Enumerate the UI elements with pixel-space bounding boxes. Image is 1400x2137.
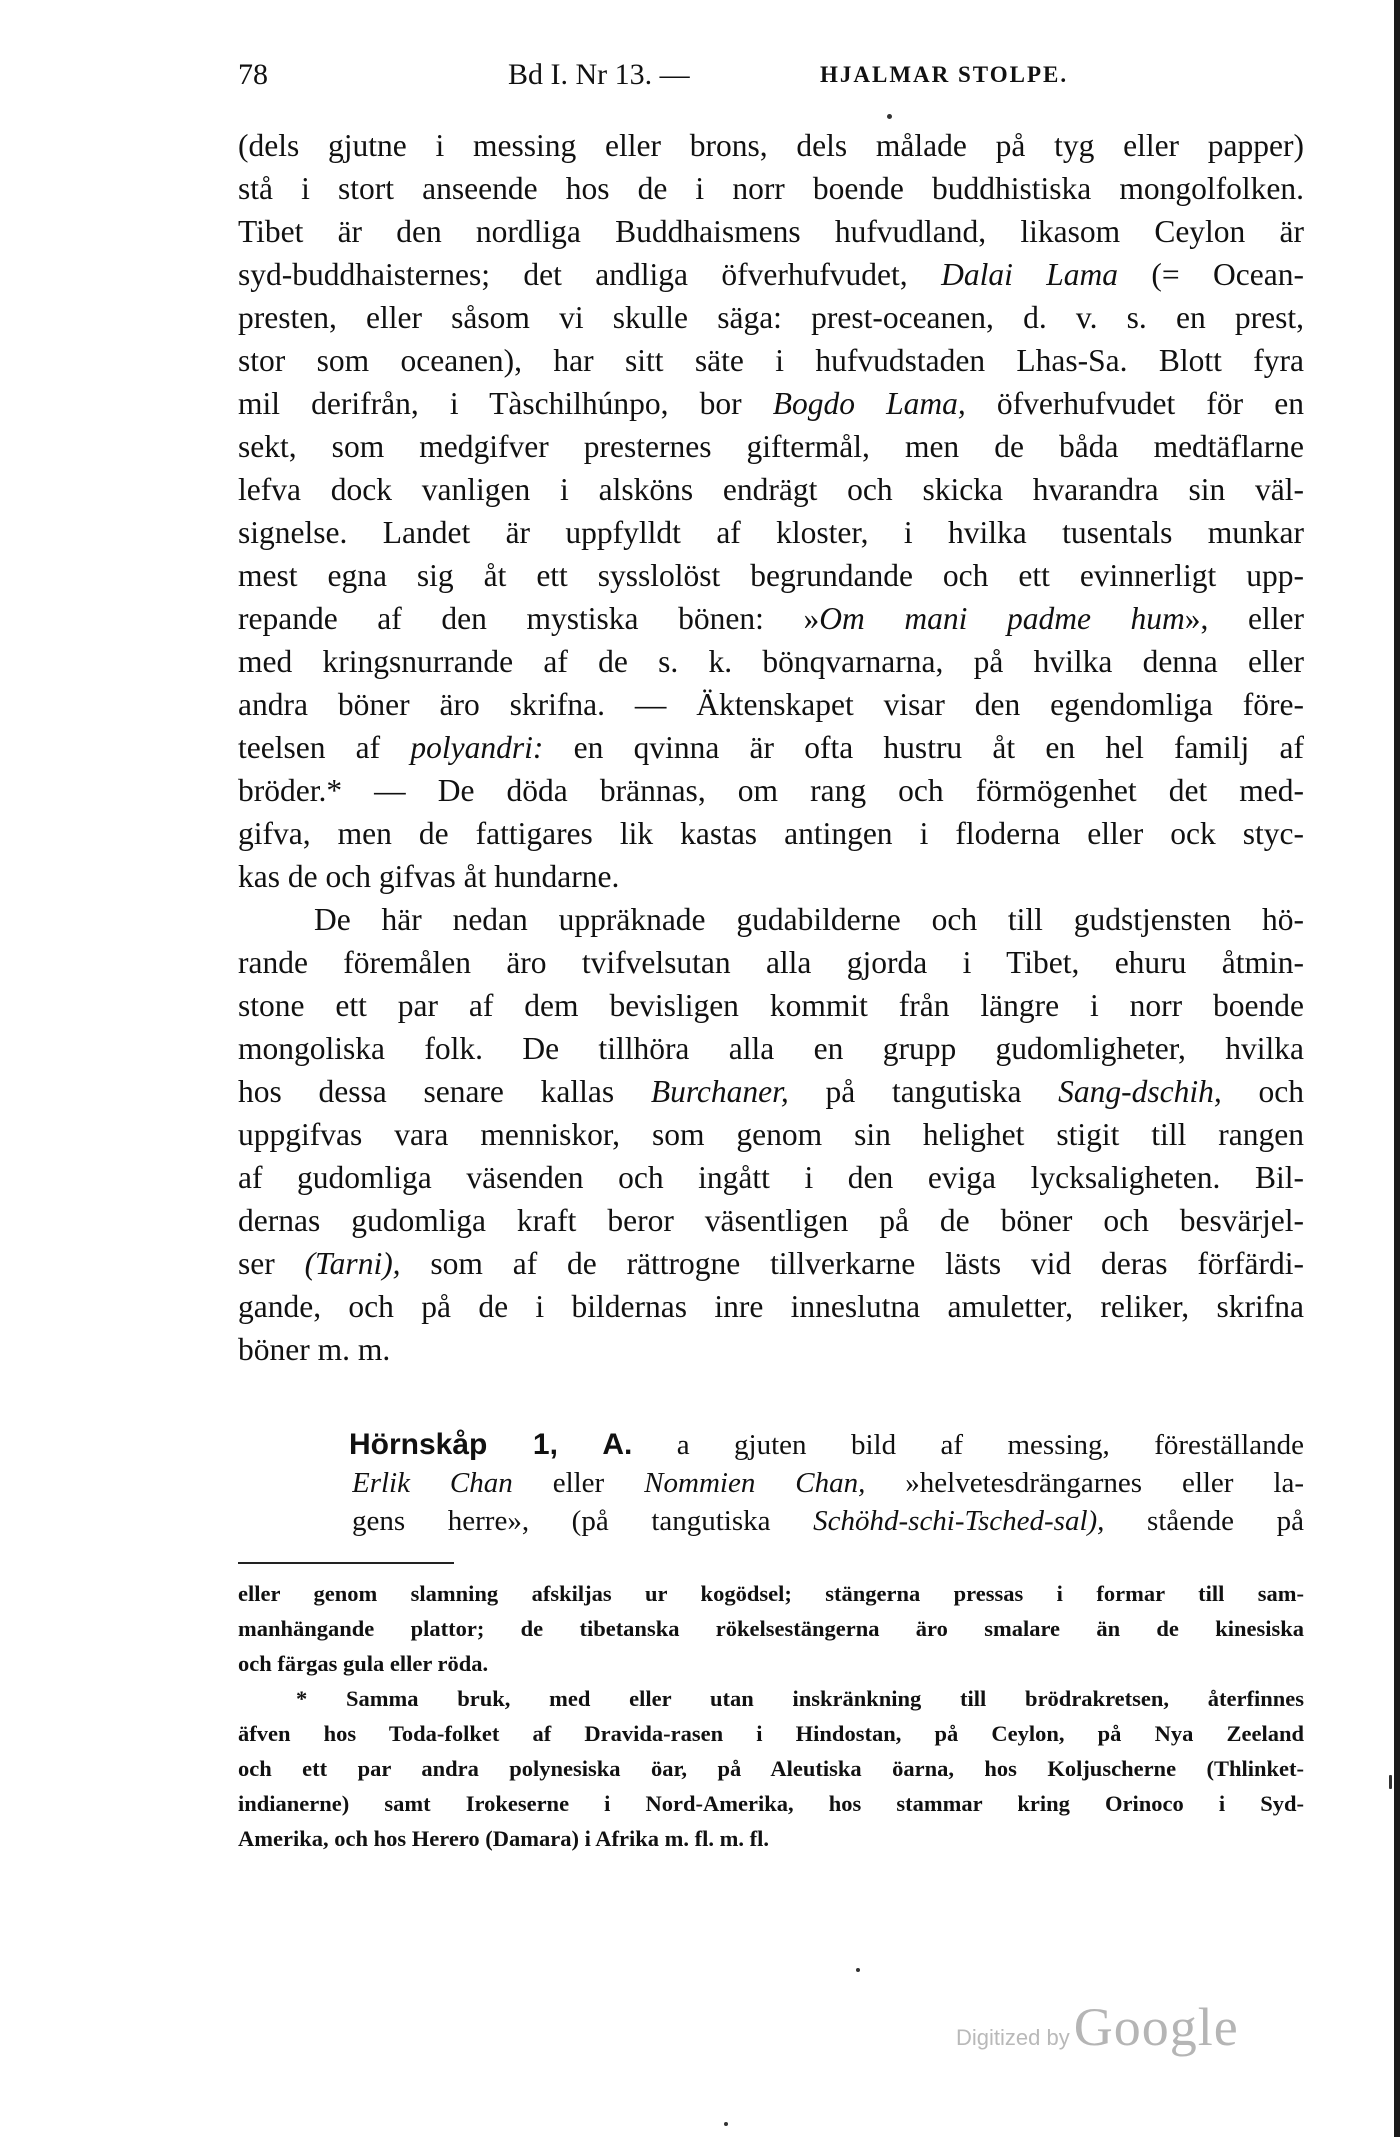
print-speck [887,114,892,119]
author-name: HJALMAR STOLPE. [820,62,1069,87]
text-line: signelse. Landet är uppfylldt af kloster, i hvilka tusentals munkar [238,515,1304,550]
text-line: mil derifrån, i Tàschilhúnpo, bor Bogdo Lama, öfverhufvudet för en [238,386,1304,421]
main-text [238,124,1304,1371]
text-line: rande föremålen äro tvifvelsutan alla gjorda i Tibet, ehuru åtmin- [238,945,1304,980]
text-line: stå i stort anseende hos de i norr boende buddhistiska mongolfolken. [238,171,1304,206]
watermark-logo: Google [1073,1997,1239,2057]
text-line: (dels gjutne i messing eller brons, dels målade på tyg eller papper) [238,128,1304,163]
footnotes [238,1576,1304,1856]
page-number: 78 [238,58,268,91]
text-line: gifva, men de fattigares lik kastas antingen i floderna eller ock styc- [238,816,1304,851]
series-label: Bd I. Nr 13. — [508,58,690,91]
text-line: syd-buddhaisternes; det andliga öfverhufvudet, Dalai Lama (= Ocean- [238,257,1304,292]
text-line: stor som oceanen), har sitt säte i hufvudstaden Lhas-Sa. Blott fyra [238,343,1304,378]
text-line: andra böner äro skrifna. — Äktenskapet visar den egendomliga före- [238,687,1304,722]
print-speck [1389,1775,1392,1789]
text-line: böner m. m. [238,1332,391,1367]
entry-line: gens herre», (på tangutiska Schöhd-schi-Tsched-sal), stående på [352,1505,1304,1537]
print-speck [724,2122,728,2126]
text-line: ser (Tarni), som af de rättrogne tillverkarne lästs vid deras förfärdi- [238,1246,1304,1281]
text-line: mongoliska folk. De tillhöra alla en grupp gudomligheter, hvilka [238,1031,1304,1066]
text-line: teelsen af polyandri: en qvinna är ofta hustru åt en hel familj af [238,730,1304,765]
text-line: * Samma bruk, med eller utan inskränkning till brödrakretsen, återfinnes [296,1686,1304,1711]
text-line: bröder.* — De döda brännas, om rang och förmögenhet det med- [238,773,1304,808]
text-line: sekt, som medgifver presternes giftermål, men de båda medtäflarne [238,429,1304,464]
text-line: dernas gudomliga kraft beror väsentligen på de böner och besvärjel- [238,1203,1304,1238]
catalog-entry [349,1426,1304,1540]
entry-line [349,1426,1304,1464]
footnote-separator [238,1562,454,1564]
watermark-prefix: Digitized by [956,2025,1070,2050]
page-edge-border [1394,0,1400,2137]
text-line: eller genom slamning afskiljas ur kogödsel; stängerna pressas i formar till sam- [238,1581,1304,1606]
print-speck [856,1968,860,1972]
text-line: presten, eller såsom vi skulle säga: prest-oceanen, d. v. s. en prest, [238,300,1304,335]
text-line: med kringsnurrande af de s. k. bönqvarnarna, på hvilka denna eller [238,644,1304,679]
digitized-watermark [956,1996,1239,2056]
text-line: stone ett par af dem bevisligen kommit från längre i norr boende [238,988,1304,1023]
entry-line: Erlik Chan eller Nommien Chan, »helvetesdrängarnes eller la- [352,1467,1304,1499]
text-line: De här nedan uppräknade gudabilderne och till gudstjensten hö- [314,902,1304,937]
running-header [238,58,1308,102]
text-line: lefva dock vanligen i alsköns endrägt och skicka hvarandra sin väl- [238,472,1304,507]
text-line: uppgifvas vara menniskor, som genom sin helighet stigit till rangen [238,1117,1304,1152]
text-line: och färgas gula eller röda. [238,1651,489,1676]
entry-text: a gjuten bild af messing, föreställande [632,1429,1304,1461]
text-line: Tibet är den nordliga Buddhaismens hufvudland, likasom Ceylon är [238,214,1304,249]
entry-heading: Hörnskåp 1, A. [349,1428,633,1461]
text-line: repande af den mystiska bönen: »Om mani padme hum», eller [238,601,1304,636]
text-line: äfven hos Toda-folket af Dravida-rasen i Hindostan, på Ceylon, på Nya Zeeland [238,1721,1304,1746]
text-line: gande, och på de i bildernas inre inneslutna amuletter, reliker, skrifna [238,1289,1304,1324]
text-line: mest egna sig åt ett sysslolöst begrundande och ett evinnerligt upp- [238,558,1304,593]
text-line: indianerne) samt Irokeserne i Nord-Amerika, hos stammar kring Orinoco i Syd- [238,1791,1304,1816]
text-line: hos dessa senare kallas Burchaner, på tangutiska Sang-dschih, och [238,1074,1304,1109]
text-line: kas de och gifvas åt hundarne. [238,859,620,894]
text-line: Amerika, och hos Herero (Damara) i Afrika m. fl. m. fl. [238,1826,769,1851]
text-line: och ett par andra polynesiska öar, på Aleutiska öarna, hos Koljuscherne (Thlinket- [238,1756,1304,1781]
text-line: af gudomliga väsenden och ingått i den eviga lycksaligheten. Bil- [238,1160,1304,1195]
text-line: manhängande plattor; de tibetanska rökelsestängerna äro smalare än de kinesiska [238,1616,1304,1641]
